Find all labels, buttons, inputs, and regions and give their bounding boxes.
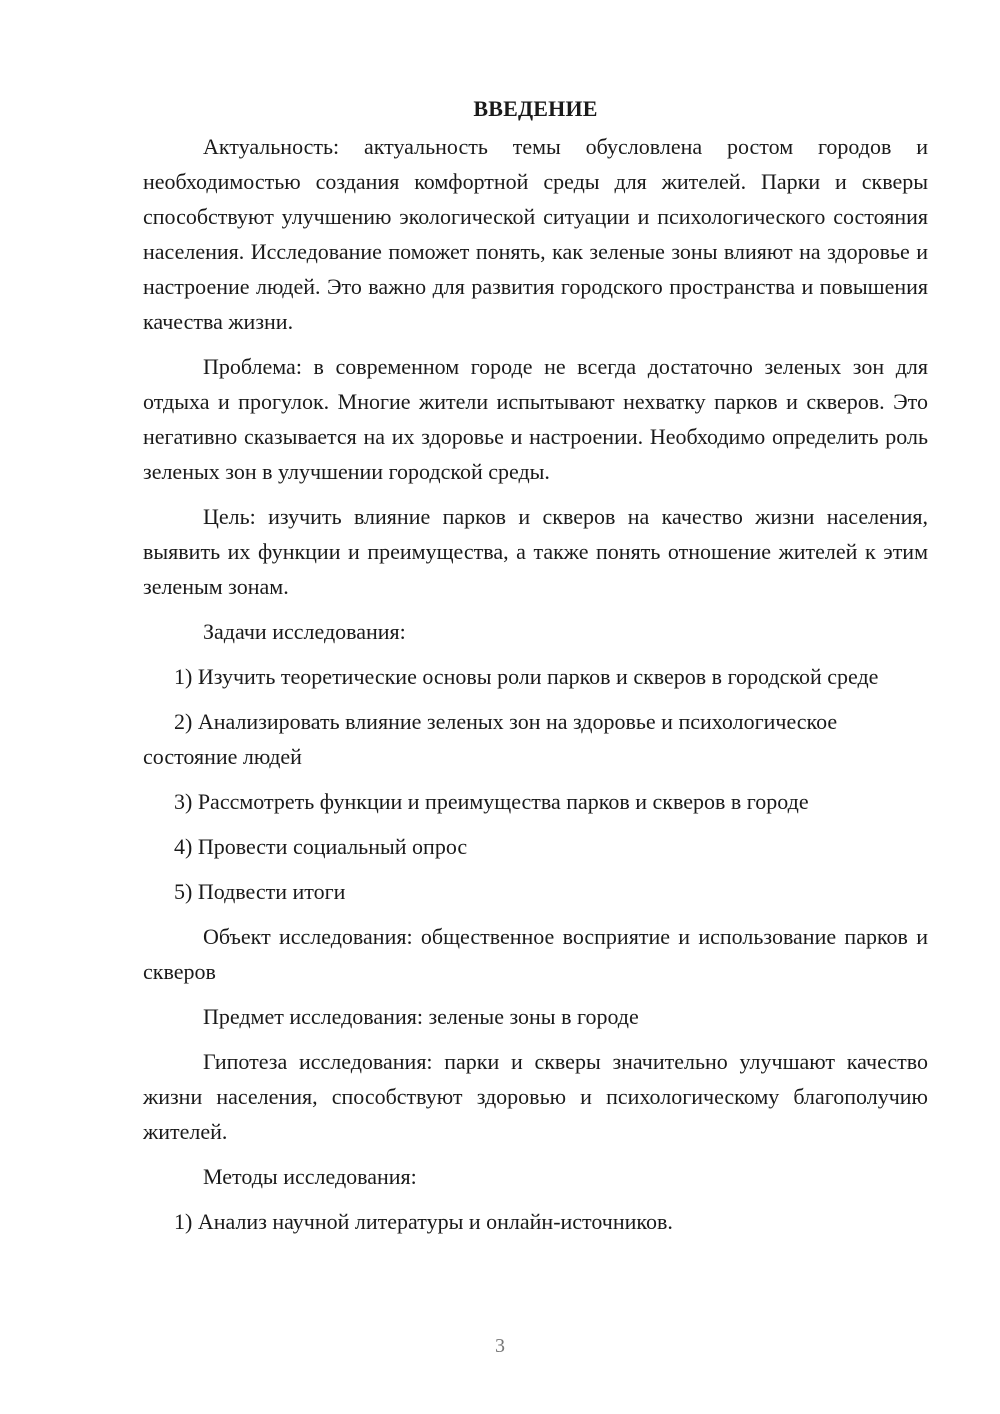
document-page <box>143 92 928 1239</box>
task-item: 2) Анализировать влияние зеленых зон на здоровье и психологическое состояние людей <box>143 709 838 769</box>
task-item: 1) Изучить теоретические основы роли парков и скверов в городской среде <box>174 664 879 689</box>
task-item: 5) Подвести итоги <box>174 879 346 904</box>
method-item: 1) Анализ научной литературы и онлайн-источников. <box>174 1209 673 1234</box>
task-item: 4) Провести социальный опрос <box>174 834 468 859</box>
paragraph-object: Объект исследования: общественное восприятие и использование парков и скверов <box>143 924 928 984</box>
paragraph-subject: Предмет исследования: зеленые зоны в городе <box>203 1004 639 1029</box>
paragraph-problem: Проблема: в современном городе не всегда достаточно зеленых зон для отдыха и прогулок. Многие жители испытывают нехватку парков и скверов. Это негативно сказывается на их здоровье и настроении. Необходимо определить роль зеленых зон в улучшении городской среды. <box>143 354 928 484</box>
paragraph-hypothesis: Гипотеза исследования: парки и скверы значительно улучшают качество жизни населения, способствуют здоровью и психологическому благополучию жителей. <box>143 1049 928 1144</box>
task-item: 3) Рассмотреть функции и преимущества парков и скверов в городе <box>174 789 809 814</box>
page-number: 3 <box>495 1335 505 1357</box>
section-title: ВВЕДЕНИЕ <box>473 96 598 121</box>
methods-heading: Методы исследования: <box>203 1164 417 1189</box>
paragraph-goal: Цель: изучить влияние парков и скверов на качество жизни населения, выявить их функции и преимущества, а также понять отношение жителей к этим зеленым зонам. <box>143 504 928 599</box>
paragraph-relevance: Актуальность: актуальность темы обусловлена ростом городов и необходимостью создания комфортной среды для жителей. Парки и скверы способствуют улучшению экологической ситуации и психологического состояния населения. Исследование поможет понять, как зеленые зоны влияют на здоровье и настроение людей. Это важно для развития городского пространства и повышения качества жизни. <box>143 134 928 334</box>
tasks-heading: Задачи исследования: <box>203 619 406 644</box>
